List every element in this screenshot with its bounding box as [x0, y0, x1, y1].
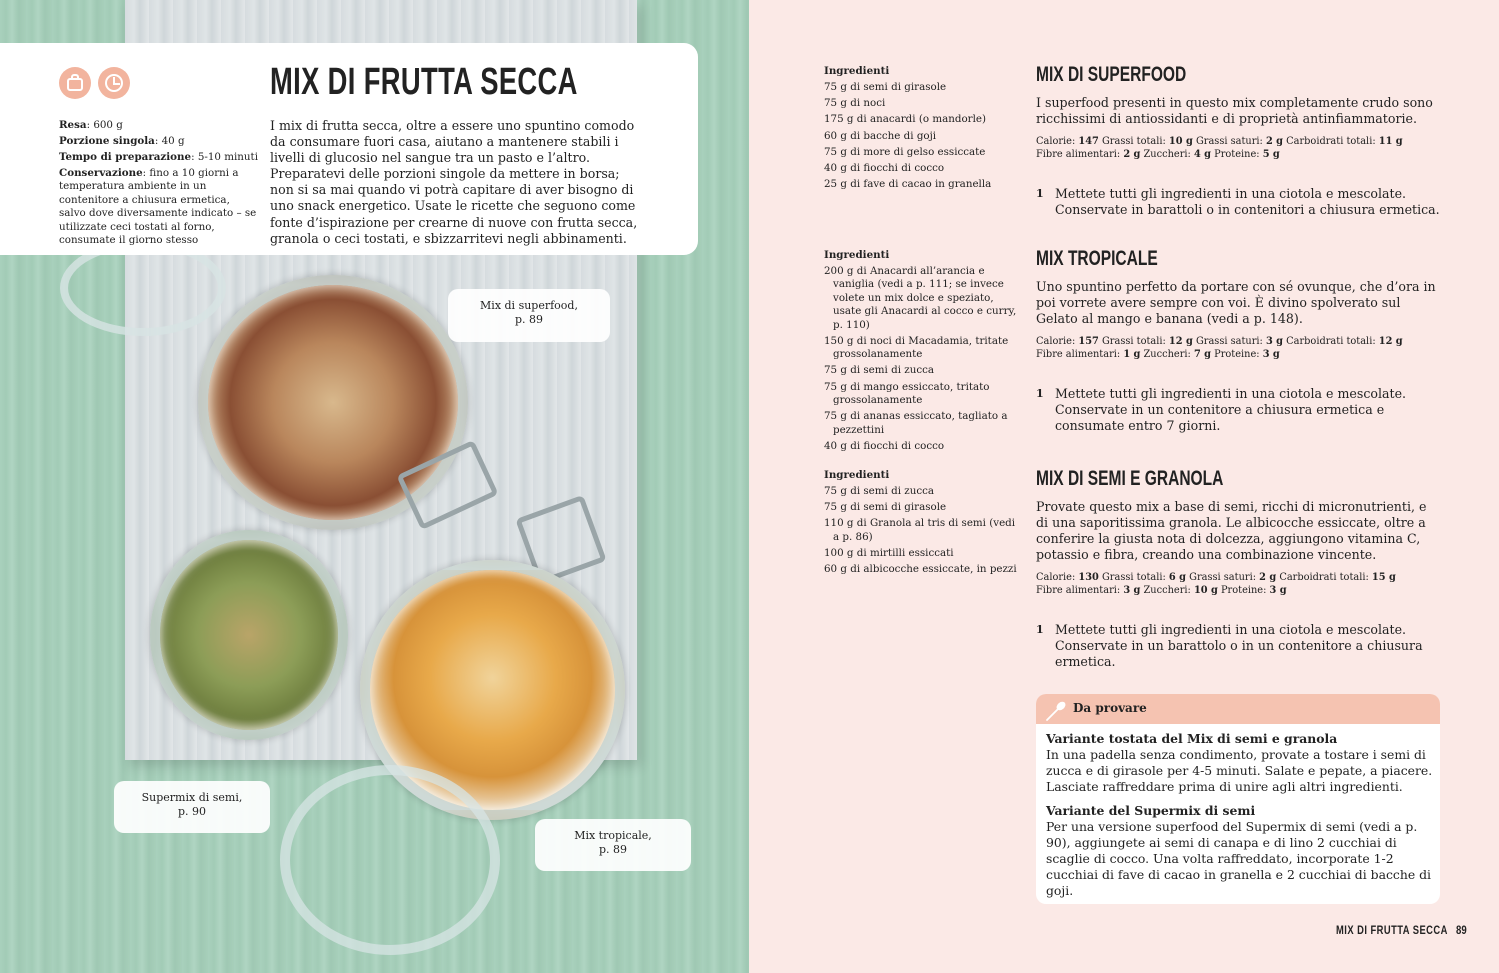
- nutr-value: 3 g: [1123, 585, 1141, 597]
- recipe-step: [1036, 186, 1446, 218]
- label-line: Mix di superfood,: [480, 299, 578, 312]
- ingredient-item: 75 g di semi di girasole: [824, 501, 947, 514]
- step-number: 1: [1036, 187, 1044, 200]
- clock-icon: [98, 67, 130, 99]
- step-text: Mettete tutti gli ingredienti in una ciotola e mescolate. Conservate in barattoli o in contenitori a chiusura ermetica.: [1055, 186, 1440, 218]
- ingredient-item: 75 g di semi di girasole: [824, 81, 947, 93]
- ingredient-item: 75 g di semi di zucca: [824, 485, 934, 497]
- meta-label: Porzione singola: [59, 135, 155, 147]
- nutr-label: Calorie:: [1036, 336, 1079, 347]
- ingredient-item: 25 g di fave di cacao in granella: [824, 178, 992, 191]
- ingredient-item: 60 g di bacche di goji: [824, 129, 937, 142]
- ingredient-item: 150 g di noci di Macadamia, tritate grossolanamente: [824, 334, 1009, 361]
- nutr-label: Grassi saturi:: [1192, 336, 1266, 347]
- meta-value: : 600 g: [86, 119, 123, 131]
- nutr-label: Zuccheri:: [1140, 149, 1194, 161]
- ingredient-item: 40 g di fiocchi di cocco: [824, 439, 945, 452]
- ingredients-header: Ingredienti: [824, 65, 890, 77]
- nutr-label: Proteine:: [1211, 149, 1263, 161]
- nutr-value: 15 g: [1371, 572, 1396, 583]
- nutr-label: Grassi totali:: [1098, 136, 1169, 147]
- recipe-description: Uno spuntino perfetto da portare con sé ovunque, che d’ora in poi vorrete avere sempre con voi. È divino spolverato sul Gelato al mango e banana (vedi a p. 148).: [1036, 279, 1436, 327]
- tip-text: Per una versione superfood del Supermix di semi (vedi a p. 90), aggiungete ai semi di canapa e di lino 2 cucchiai di scaglie di cocco. Una volta raffreddato, incorporate 1-2 cucchiai di fave di cacao in granella e 2 cucchiai di bacche di goji.: [1046, 819, 1431, 898]
- nutr-value: 4 g: [1193, 149, 1212, 161]
- ingredients-tropicale: [824, 249, 1019, 456]
- ingredient-item: 75 g di semi di zucca: [824, 364, 934, 377]
- step-number: 1: [1036, 623, 1044, 636]
- recipe-title: MIX DI SEMI E GRANOLA: [1036, 467, 1224, 490]
- ingredients-semi-granola: [824, 469, 1024, 579]
- nutr-value: 7 g: [1193, 349, 1212, 361]
- meta-prep-time: [59, 151, 259, 164]
- ingredient-item: 40 g di fiocchi di cocco: [824, 162, 945, 175]
- nutr-value: 3 g: [1262, 349, 1280, 361]
- nutr-label: Grassi totali:: [1098, 572, 1169, 583]
- ingredients-header: Ingredienti: [824, 469, 890, 481]
- ingredients-header: Ingredienti: [824, 249, 890, 261]
- meta-storage: [59, 167, 259, 247]
- ingredient-item: 75 g di ananas essiccato, tagliato a pezzettini: [824, 410, 1008, 436]
- page-title: MIX DI FRUTTA SECCA: [270, 61, 578, 103]
- ingredient-item: 75 g di noci: [824, 97, 886, 110]
- jar-seed-mix: [150, 530, 348, 740]
- nutr-label: Fibre alimentari:: [1036, 349, 1124, 361]
- nutr-value: 12 g: [1168, 336, 1193, 347]
- tip-header: [1036, 694, 1440, 724]
- recipe-title: MIX TROPICALE: [1036, 247, 1158, 270]
- label-tropicale: [535, 819, 691, 871]
- nutr-value: 3 g: [1269, 585, 1287, 597]
- nutr-value: 2 g: [1123, 149, 1141, 161]
- recipe-step: [1036, 622, 1446, 670]
- jar-lid: [280, 765, 500, 955]
- nutr-value: 11 g: [1378, 136, 1403, 147]
- nutr-label: Carboidrati totali:: [1276, 572, 1372, 583]
- tip-heading: Variante tostata del Mix di semi e granola: [1046, 731, 1338, 746]
- nutr-value: 10 g: [1193, 585, 1218, 597]
- nutr-label: Grassi saturi:: [1192, 136, 1266, 147]
- label-supermix: [114, 781, 270, 833]
- ingredient-item: 100 g di mirtilli essiccati: [824, 547, 954, 560]
- step-text: Mettete tutti gli ingredienti in una ciotola e mescolate. Conservate in un contenitore a chiusura ermetica e consumate entro 7 giorni.: [1055, 386, 1407, 434]
- ingredient-item: 75 g di mango essiccato, tritato grossolanamente: [824, 380, 990, 407]
- nutr-label: Calorie:: [1036, 136, 1079, 147]
- ingredient-item: 200 g di Anacardi all’arancia e vaniglia (vedi a p. 111; se invece volete un mix dolce e speziato, usate gli Anacardi al cocco e curry, p. 110): [824, 265, 1017, 331]
- step-text: Mettete tutti gli ingredienti in una ciotola e mescolate. Conservate in un barattolo o in un contenitore a chiusura ermetica.: [1055, 622, 1423, 670]
- meta-portion: [59, 135, 259, 148]
- nutr-value: 3 g: [1265, 336, 1284, 347]
- nutr-label: Carboidrati totali:: [1283, 136, 1379, 147]
- recipe-meta: [59, 119, 259, 250]
- footer-section-title: MIX DI FRUTTA SECCA: [1336, 923, 1448, 937]
- ingredient-item: 60 g di albicocche essiccate, in pezzi: [824, 563, 1017, 576]
- nutr-value: 157: [1078, 336, 1099, 347]
- nutr-label: Grassi saturi:: [1186, 572, 1260, 583]
- bag-icon: [59, 67, 91, 99]
- tip-heading: Variante del Supermix di semi: [1046, 803, 1256, 818]
- nutr-value: 10 g: [1168, 136, 1193, 147]
- nutr-label: Fibre alimentari:: [1036, 585, 1124, 597]
- recipe-title: MIX DI SUPERFOOD: [1036, 63, 1187, 86]
- recipe-step: [1036, 386, 1446, 434]
- meta-yield: [59, 119, 259, 132]
- meta-value: : fino a 10 giorni a temperatura ambiente in un contenitore a chiusura ermetica, salvo dove diversamente indicato – se utilizzate ceci tostati al forno, consumate il giorno stesso: [59, 167, 257, 247]
- nutr-label: Carboidrati totali:: [1283, 336, 1379, 347]
- nutr-label: Zuccheri:: [1140, 349, 1194, 361]
- meta-label: Resa: [59, 119, 87, 131]
- ingredient-item: 75 g di more di gelso essiccate: [824, 145, 986, 158]
- meta-label: Conservazione: [59, 167, 143, 179]
- tip-title: Da provare: [1073, 701, 1147, 715]
- nutr-value: 1 g: [1123, 349, 1141, 361]
- label-line: p. 90: [177, 805, 207, 818]
- step-number: 1: [1036, 387, 1044, 400]
- nutr-value: 6 g: [1168, 572, 1186, 583]
- recipe-description: Provate questo mix a base di semi, ricchi di micronutrienti, e di una saporitissima granola. Le albicocche essiccate, oltre a conferire la giusta nota di dolcezza, aggiungono vitamina C, potassio e fibra, creando una combinazione vincente.: [1036, 499, 1427, 563]
- ingredients-superfood: [824, 65, 1024, 194]
- nutr-label: Calorie:: [1036, 572, 1079, 583]
- nutr-value: 12 g: [1378, 336, 1403, 347]
- label-line: Mix tropicale,: [574, 829, 652, 842]
- tip-text: In una padella senza condimento, provate a tostare i semi di zucca e di girasole per 4-5 minuti. Salate e pepate, a piacere. Lasciate raffreddare prima di unire agli altri ingredienti.: [1046, 747, 1433, 794]
- nutr-label: Fibre alimentari:: [1036, 149, 1124, 161]
- nutr-label: Proteine:: [1211, 349, 1263, 361]
- spoon-icon: [1044, 700, 1068, 722]
- nutrition-info: [1036, 135, 1441, 161]
- nutr-value: 147: [1078, 136, 1099, 147]
- intro-text: I mix di frutta secca, oltre a essere uno spuntino comodo da consumare fuori casa, aiutano a mantenere stabili i livelli di glucosio nel sangue tra un pasto e l’altro. Preparatevi delle porzioni singole da mettere in borsa; non si sa mai quando vi potrà capitare di aver bisogno di uno snack energetico. Usate le ricette che seguono come fonte d’ispirazione per crearne di nuove con frutta secca, granola o ceci tostati, e sbizzarritevi negli abbinamenti.: [270, 118, 638, 246]
- nutr-value: 2 g: [1259, 572, 1277, 583]
- label-line: Supermix di semi,: [141, 791, 243, 804]
- meta-value: : 5-10 minuti: [191, 151, 258, 163]
- nutr-label: Grassi totali:: [1098, 336, 1169, 347]
- tip-box: [1036, 694, 1440, 904]
- nutr-label: Proteine:: [1217, 585, 1270, 597]
- nutr-value: 2 g: [1265, 136, 1284, 147]
- label-line: p. 89: [598, 843, 628, 856]
- ingredient-item: 110 g di Granola al tris di semi (vedi a p. 86): [824, 517, 1016, 543]
- recipe-description: I superfood presenti in questo mix completamente crudo sono ricchissimi di antiossidanti e di proprietà antinfiammatorie.: [1036, 95, 1433, 127]
- nutr-label: Zuccheri:: [1140, 585, 1194, 597]
- page-number: 89: [1456, 923, 1467, 937]
- nutr-value: 130: [1078, 572, 1099, 583]
- nutrition-info: [1036, 335, 1441, 361]
- meta-label: Tempo di preparazione: [59, 151, 192, 163]
- nutr-value: 5 g: [1262, 149, 1280, 161]
- meta-value: : 40 g: [154, 135, 185, 147]
- label-line: p. 89: [514, 313, 544, 326]
- nutrition-info: [1036, 571, 1441, 597]
- ingredient-item: 175 g di anacardi (o mandorle): [824, 113, 986, 126]
- label-superfood: [448, 289, 610, 342]
